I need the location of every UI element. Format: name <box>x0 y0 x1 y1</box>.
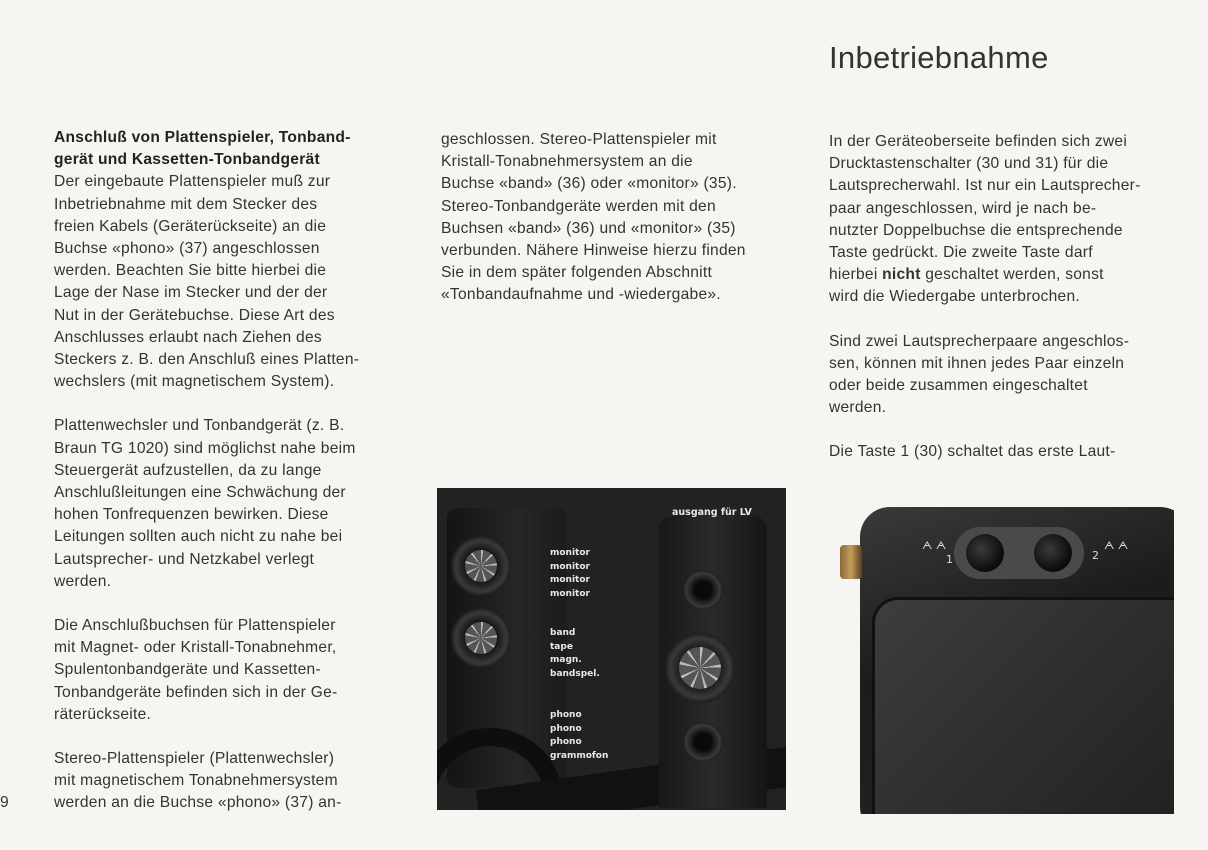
socket-label: bandspel. <box>550 668 600 679</box>
paragraph <box>829 441 1184 463</box>
socket-label: monitor <box>550 548 590 558</box>
speaker-button-1-icon <box>966 534 1004 572</box>
text-run: geschaltet werden, sonst <box>920 266 1104 284</box>
column-right <box>829 131 1184 486</box>
text-line <box>829 266 1104 283</box>
text-line: Drucktastenschalter (30 und 31) für die <box>829 155 1109 173</box>
text-line: Stereo-Plattenspieler (Plattenwechsler) <box>54 750 335 768</box>
speaker-symbol-icon: ᗅ ᗅ <box>922 539 947 552</box>
text-line: werden an die Buchse «phono» (37) an- <box>54 794 342 812</box>
heading-line: Anschluß von Plattenspieler, Tonband- <box>54 129 351 146</box>
text-line: Anschlußleitungen eine Schwächung der <box>54 484 346 502</box>
text-line: Die Taste 1 (30) schaltet das erste Laut- <box>829 443 1116 461</box>
text-line: oder beide zusammen eingeschaltet <box>829 377 1088 395</box>
output-label: ausgang für LV <box>672 507 752 518</box>
round-socket-icon <box>683 570 723 610</box>
text-line: werden. <box>54 572 112 590</box>
text-line: Anschlusses erlaubt nach Ziehen des <box>54 328 322 346</box>
text-line: Lautsprecher- und Netzkabel verlegt <box>54 550 315 568</box>
paragraph <box>54 615 404 726</box>
text-line: mit Magnet- oder Kristall-Tonabnehmer, <box>54 639 337 657</box>
text-line: Kristall-Tonabnehmersystem an die <box>441 153 693 171</box>
text-line: paar angeschlossen, wird je nach be- <box>829 199 1097 217</box>
text-line: Buchsen «band» (36) und «monitor» (35) <box>441 219 736 237</box>
socket-label: monitor <box>550 575 590 585</box>
speaker-buttons-photo <box>824 497 1174 814</box>
text-line: Sie in dem später folgenden Abschnitt <box>441 264 713 282</box>
socket-label: magn. <box>550 655 582 665</box>
column-left <box>54 127 404 837</box>
text-line: Buchse «phono» (37) angeschlossen <box>54 240 320 258</box>
text-line: geschlossen. Stereo-Plattenspieler mit <box>441 131 717 148</box>
column-middle <box>441 129 786 329</box>
text-line: Lage der Nase im Stecker und der der <box>54 284 328 302</box>
socket-label: monitor <box>550 588 590 599</box>
text-line: In der Geräteoberseite befinden sich zwei <box>829 133 1128 150</box>
text-line: räterückseite. <box>54 705 152 723</box>
paragraph <box>441 129 786 307</box>
socket-label: grammofon <box>550 750 609 761</box>
text-line: werden. <box>829 399 887 417</box>
section-heading <box>54 127 404 171</box>
text-line: Braun TG 1020) sind möglichst nahe beim <box>54 439 356 457</box>
text-line: werden. Beachten Sie bitte hierbei die <box>54 262 327 280</box>
text-line: Stereo-Tonbandgeräte werden mit den <box>441 197 716 215</box>
text-line: mit magnetischem Tonabnehmersystem <box>54 772 338 790</box>
emphasis-text: nicht <box>882 266 921 284</box>
speaker-symbol-icon: ᗅ ᗅ <box>1104 539 1129 552</box>
text-line: verbunden. Nähere Hinweise hierzu finden <box>441 242 746 260</box>
socket-pins-icon <box>679 647 721 689</box>
speaker-button-2-icon <box>1034 534 1072 572</box>
socket-label: phono <box>550 737 582 747</box>
text-line: freien Kabels (Geräterückseite) an die <box>54 217 327 235</box>
text-line: nutzter Doppelbuchse die entsprechende <box>829 221 1123 239</box>
text-line: Leitungen sollten auch nicht zu nahe bei <box>54 528 343 546</box>
text-line: Inbetriebnahme mit dem Stecker des <box>54 195 318 213</box>
text-line: Steckers z. B. den Anschluß eines Platten- <box>54 351 360 369</box>
socket-label: tape <box>550 641 573 652</box>
label-group-monitor <box>550 547 590 601</box>
socket-pins-icon <box>465 550 497 582</box>
page-title: Inbetriebnahme <box>829 40 1049 75</box>
paragraph <box>829 131 1184 309</box>
device-recess <box>872 597 1174 814</box>
heading-line: gerät und Kassetten-Tonbandgerät <box>54 151 320 169</box>
text-line: «Tonbandaufnahme und -wiedergabe». <box>441 286 721 304</box>
paragraph <box>829 331 1184 420</box>
label-group-phono <box>550 709 608 763</box>
text-line: Nut in der Gerätebuchse. Diese Art des <box>54 306 335 324</box>
paragraph <box>54 171 404 393</box>
text-run: hierbei <box>829 266 883 284</box>
socket-label: phono <box>550 723 582 734</box>
button-number-label: 2 <box>1092 549 1099 562</box>
text-line: Die Anschlußbuchsen für Plattenspieler <box>54 617 336 635</box>
text-line: Lautsprecherwahl. Ist nur ein Lautsprecher- <box>829 177 1141 195</box>
text-line: wird die Wiedergabe unterbrochen. <box>829 288 1080 306</box>
round-socket-icon <box>683 722 723 762</box>
paragraph <box>54 415 404 593</box>
text-line: Spulentonbandgeräte und Kassetten- <box>54 661 321 679</box>
text-line: Steuergerät aufzustellen, da zu lange <box>54 461 322 479</box>
socket-label: phono <box>550 710 582 720</box>
paragraph <box>54 748 404 815</box>
button-number-label: 1 <box>946 553 953 566</box>
text-line: Plattenwechsler und Tonbandgerät (z. B. <box>54 417 345 435</box>
text-line: hohen Tonfrequenzen bewirken. Diese <box>54 506 329 524</box>
text-line: wechslers (mit magnetischem System). <box>54 373 335 391</box>
label-group-band <box>550 627 600 681</box>
text-line: Tonbandgeräte befinden sich in der Ge- <box>54 683 338 701</box>
text-line: Der eingebaute Plattenspieler muß zur <box>54 173 331 191</box>
page-number: 9 <box>0 794 9 811</box>
socket-pins-icon <box>465 622 497 654</box>
socket-label: monitor <box>550 561 590 572</box>
text-line: Taste gedrückt. Die zweite Taste darf <box>829 244 1093 262</box>
socket-label: band <box>550 628 576 638</box>
text-line: Sind zwei Lautsprecherpaare angeschlos- <box>829 332 1130 350</box>
knob-icon <box>840 545 862 579</box>
text-line: sen, können mit ihnen jedes Paar einzeln <box>829 354 1125 372</box>
text-line: Buchse «band» (36) oder «monitor» (35). <box>441 175 737 193</box>
rear-panel-photo <box>437 488 786 810</box>
